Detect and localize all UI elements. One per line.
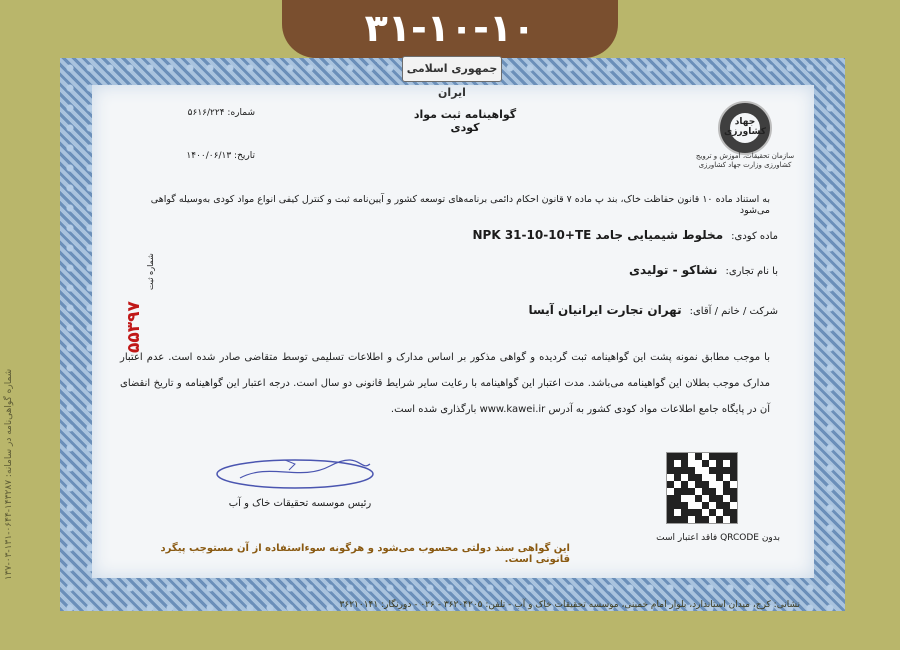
company-row xyxy=(529,303,779,317)
registration-label: شماره: xyxy=(227,108,255,118)
brand-row xyxy=(629,263,778,277)
serial-number: ۵۵۳۹۷ xyxy=(124,301,144,353)
signature-stamp xyxy=(210,452,375,494)
signature-caption: رئیس موسسه تحقیقات خاک و آب xyxy=(228,498,372,509)
date-value: ۱۴۰۰/۰۶/۱۳ xyxy=(186,151,232,161)
footer-address: نشانی: کرج، میدان استاندارد، بلوار امام خمینی، موسسه تحقیقات خاک و آب - تلفن: ۳۶۲۰۴۲۰۵ - ۰۲۶ - دورنگار: ۳۶۲۱۰۱۴۱ xyxy=(339,600,800,610)
date-label: تاریخ: xyxy=(234,151,255,161)
republic-banner: جمهوری اسلامی ایران xyxy=(402,56,502,82)
document-title: گواهینامه ثبت مواد کودی xyxy=(413,108,517,134)
material-value: مخلوط شیمیایی جامد NPK 31-10-10+TE xyxy=(472,228,724,242)
registration-number xyxy=(160,108,255,118)
company-label: شرکت / خانم / آقای: xyxy=(689,306,778,317)
qr-code-icon xyxy=(666,452,738,524)
code-tab-label: ۳۱-۱۰-۱۰ xyxy=(364,6,536,50)
brand-label: با نام تجاری: xyxy=(725,266,778,277)
company-value: تهران تجارت ایرانیان آیسا xyxy=(528,303,682,317)
logo-text: جهاد کشاورزی xyxy=(724,117,766,137)
organization-name: سازمان تحقیقات، آموزش و ترویج کشاورزی وزارت جهاد کشاورزی xyxy=(695,152,795,169)
terms-paragraph: با موجب مطابق نمونه پشت این گواهینامه ثبت گردیده و گواهی مذکور بر اساس مدارک و اطلاعات تسلیمی توسط متقاضی صادر شده است. عدم اعتبار مدارک موجب بطلان این گواهینامه می‌باشد. مدت اعتبار این گواهینامه با رعایت سایر شرایط قانونی دو سال است. درجه اعتبار این گواهینامه و تاریخ انقضای آن در پایگاه جامع اطلاعات مواد کودی کشور به آدرس www.kawei.ir بارگذاری شده است. xyxy=(120,352,770,415)
issue-date xyxy=(150,151,255,161)
legal-warning: این گواهی سند دولتی محسوب می‌شود و هرگونه سوءاستفاده از آن مستوجب پیگرد قانونی است. xyxy=(160,543,570,565)
serial-label: شماره ثبت xyxy=(146,253,155,290)
intro-text: به استناد ماده ۱۰ قانون حفاظت خاک، بند پ ماده ۷ قانون احکام دائمی برنامه‌های توسعه کشور و آیین‌نامه ثبت و کنترل کیفی انواع مواد کودی به‌وسیله گواهی می‌شود xyxy=(150,194,770,216)
side-serial-text: شماره گواهی‌نامه در سامانه: ۱۴۳۲۸۷-۰۶۴۴-۱۳۱-۰۳-۱۳۷ xyxy=(4,368,14,580)
brand-value: نشاکو - تولیدی xyxy=(629,263,718,277)
material-label: ماده کودی: xyxy=(731,231,778,242)
qr-caption: بدون QRCODE فاقد اعتبار است xyxy=(656,533,780,543)
ministry-logo-icon xyxy=(718,101,772,155)
code-tab xyxy=(282,0,618,58)
registration-value: ۵۶۱۶/۲۲۴ xyxy=(187,108,225,118)
material-row xyxy=(473,228,778,242)
